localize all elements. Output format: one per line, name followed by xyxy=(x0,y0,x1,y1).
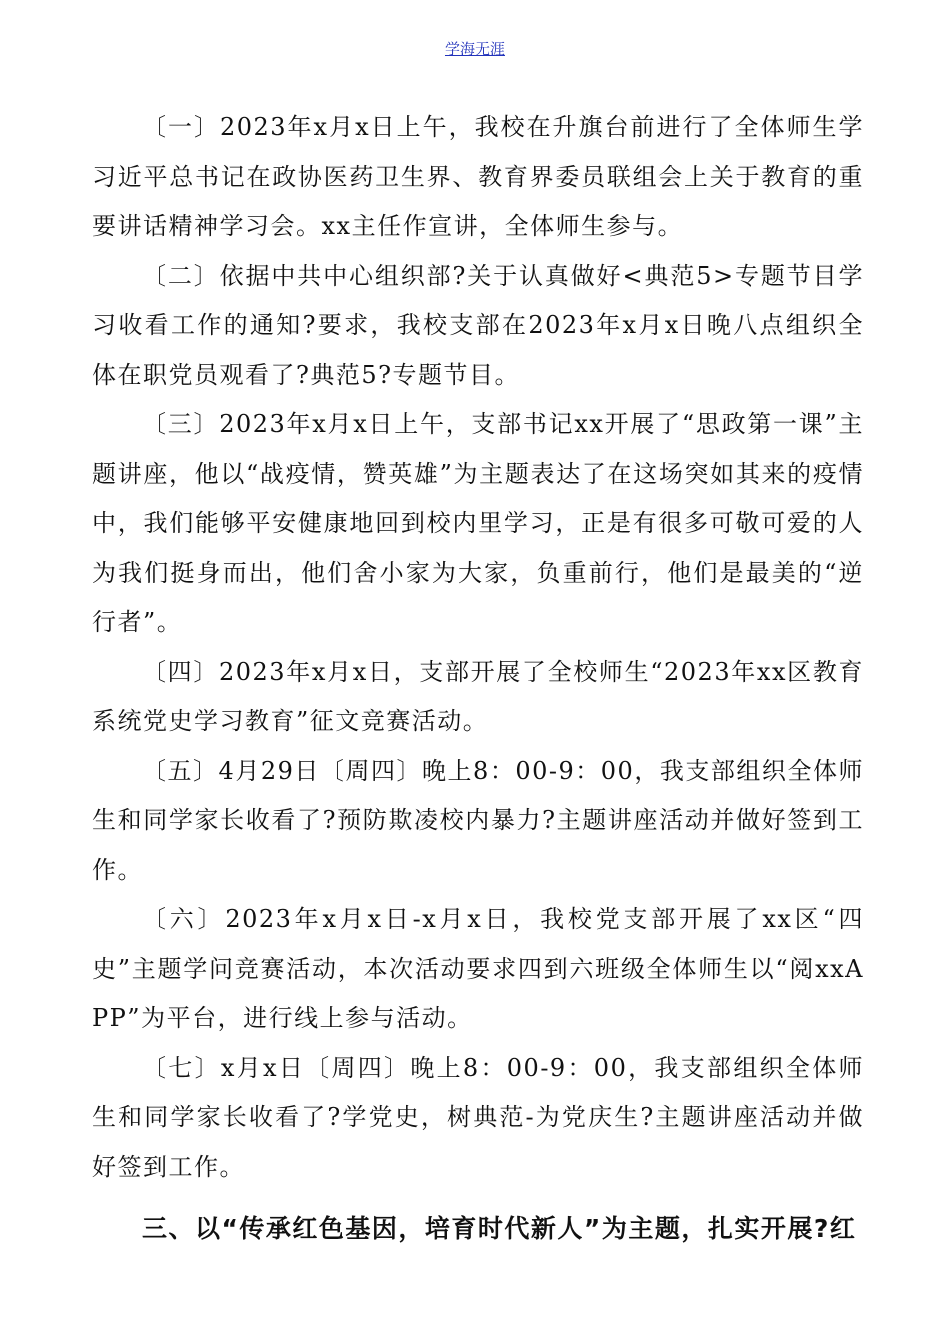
paragraph-4: 〔四〕2023年x月x日，支部开展了全校师生“2023年xx区教育系统党史学习教育”征文竞赛活动。 xyxy=(92,657,864,735)
section-heading: 三、以“传承红色基因，培育时代新人”为主题，扎实开展?红 xyxy=(142,1214,857,1243)
paragraph-1: 〔一〕2023年x月x日上午，我校在升旗台前进行了全体师生学习近平总书记在政协医药卫生界、教育界委员联组会上关于教育的重要讲话精神学习会。xx主任作宣讲，全体师生参与。 xyxy=(92,113,864,240)
paragraph-6: 〔六〕2023年x月x日-x月x日，我校党支部开展了xx区“四史”主题学问竞赛活动，本次活动要求四到六班级全体师生以“阅xxAPP”为平台，进行线上参与活动。 xyxy=(92,905,864,1032)
paragraph-2: 〔二〕依据中共中心组织部?关于认真做好<典范5>专题节目学习收看工作的通知?要求，我校支部在2023年x月x日晚八点组织全体在职党员观看了?典范5?专题节目。 xyxy=(92,261,864,389)
paragraph-5: 〔五〕4月29日〔周四〕晚上8：00-9：00，我支部组织全体师生和同学家长收看了?预防欺凌校内暴力?主题讲座活动并做好签到工作。 xyxy=(92,756,864,884)
paragraph-7: 〔七〕x月x日〔周四〕晚上8：00-9：00，我支部组织全体师生和同学家长收看了?学党史，树典范-为党庆生?主题讲座活动并做好签到工作。 xyxy=(92,1053,864,1181)
page-header-link[interactable]: 学海无涯 xyxy=(444,40,505,58)
document-body xyxy=(92,103,864,1254)
paragraph-3: 〔三〕2023年x月x日上午，支部书记xx开展了“思政第一课”主题讲座，他以“战疫情，赞英雄”为主题表达了在这场突如其来的疫情中，我们能够平安健康地回到校内里学习，正是有很多可敬可爱的人为我们挺身而出，他们舍小家为大家，负重前行，他们是最美的“逆行者”。 xyxy=(92,410,864,636)
